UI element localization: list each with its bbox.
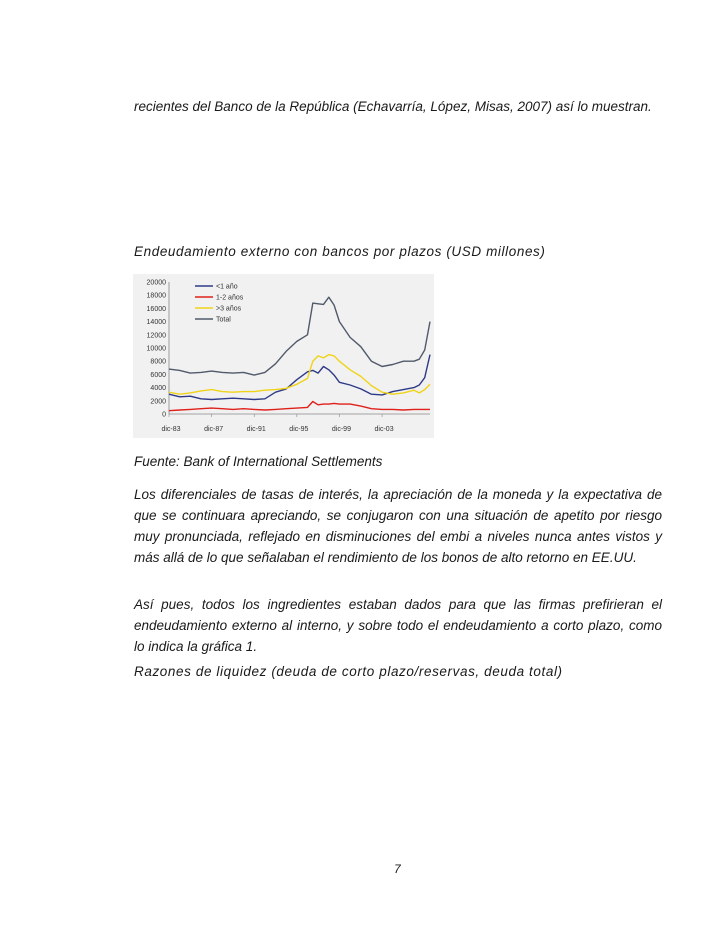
legend-label: Total xyxy=(216,316,231,324)
page-number: 7 xyxy=(394,862,401,876)
x-tick-label: dic-99 xyxy=(331,426,351,433)
paragraph-top: recientes del Banco de la República (Echavarría, López, Misas, 2007) así lo muestran. xyxy=(134,99,652,114)
x-tick-label: dic-87 xyxy=(204,426,224,433)
y-tick-label: 12000 xyxy=(146,332,166,340)
y-tick-label: 4000 xyxy=(150,385,166,393)
legend-label: >3 años xyxy=(216,305,242,313)
legend-label: <1 año xyxy=(216,283,238,291)
x-tick-label: dic-95 xyxy=(289,426,309,433)
series-line-total xyxy=(169,294,430,375)
x-tick-label: dic-03 xyxy=(374,426,394,433)
y-tick-label: 10000 xyxy=(146,345,166,353)
legend-label: 1-2 años xyxy=(216,294,244,302)
paragraph-1: Los diferenciales de tasas de interés, la apreciación de la moneda y la expectativa de que se continuara apreciando, se conjugaron con una situación de apetito por riesgo muy pronunciada, reflejado en disminuciones del embi a niveles nunca antes vistos y más allá de lo que señalaban el rendimiento de los bonos de alto retorno en EE.UU. xyxy=(134,487,662,565)
source-note: Fuente: Bank of International Settlements xyxy=(134,454,383,469)
y-tick-label: 6000 xyxy=(150,371,166,379)
series-line--3-a-os xyxy=(169,355,430,395)
y-tick-label: 20000 xyxy=(146,279,166,287)
x-tick-label: dic-91 xyxy=(246,426,266,433)
y-tick-label: 8000 xyxy=(150,358,166,366)
y-tick-label: 0 xyxy=(162,411,166,419)
next-heading: Razones de liquidez (deuda de corto plazo/reservas, deuda total) xyxy=(134,664,563,679)
y-tick-label: 2000 xyxy=(150,398,166,406)
paragraph-2: Así pues, todos los ingredientes estaban dados para que las firmas prefirieran el endeudamiento externo al interno, y sobre todo el endeudamiento a corto plazo, como lo indica la gráfica 1. xyxy=(134,597,662,654)
y-tick-label: 14000 xyxy=(146,319,166,327)
chart-figure xyxy=(133,274,434,438)
line-chart xyxy=(133,274,434,438)
series-line-1-2-a-os xyxy=(169,402,430,411)
x-tick-label: dic-83 xyxy=(161,426,181,433)
y-tick-label: 16000 xyxy=(146,305,166,313)
chart-heading: Endeudamiento externo con bancos por plazos (USD millones) xyxy=(134,244,546,259)
y-tick-label: 18000 xyxy=(146,292,166,300)
series-line--1-a-o xyxy=(169,355,430,400)
